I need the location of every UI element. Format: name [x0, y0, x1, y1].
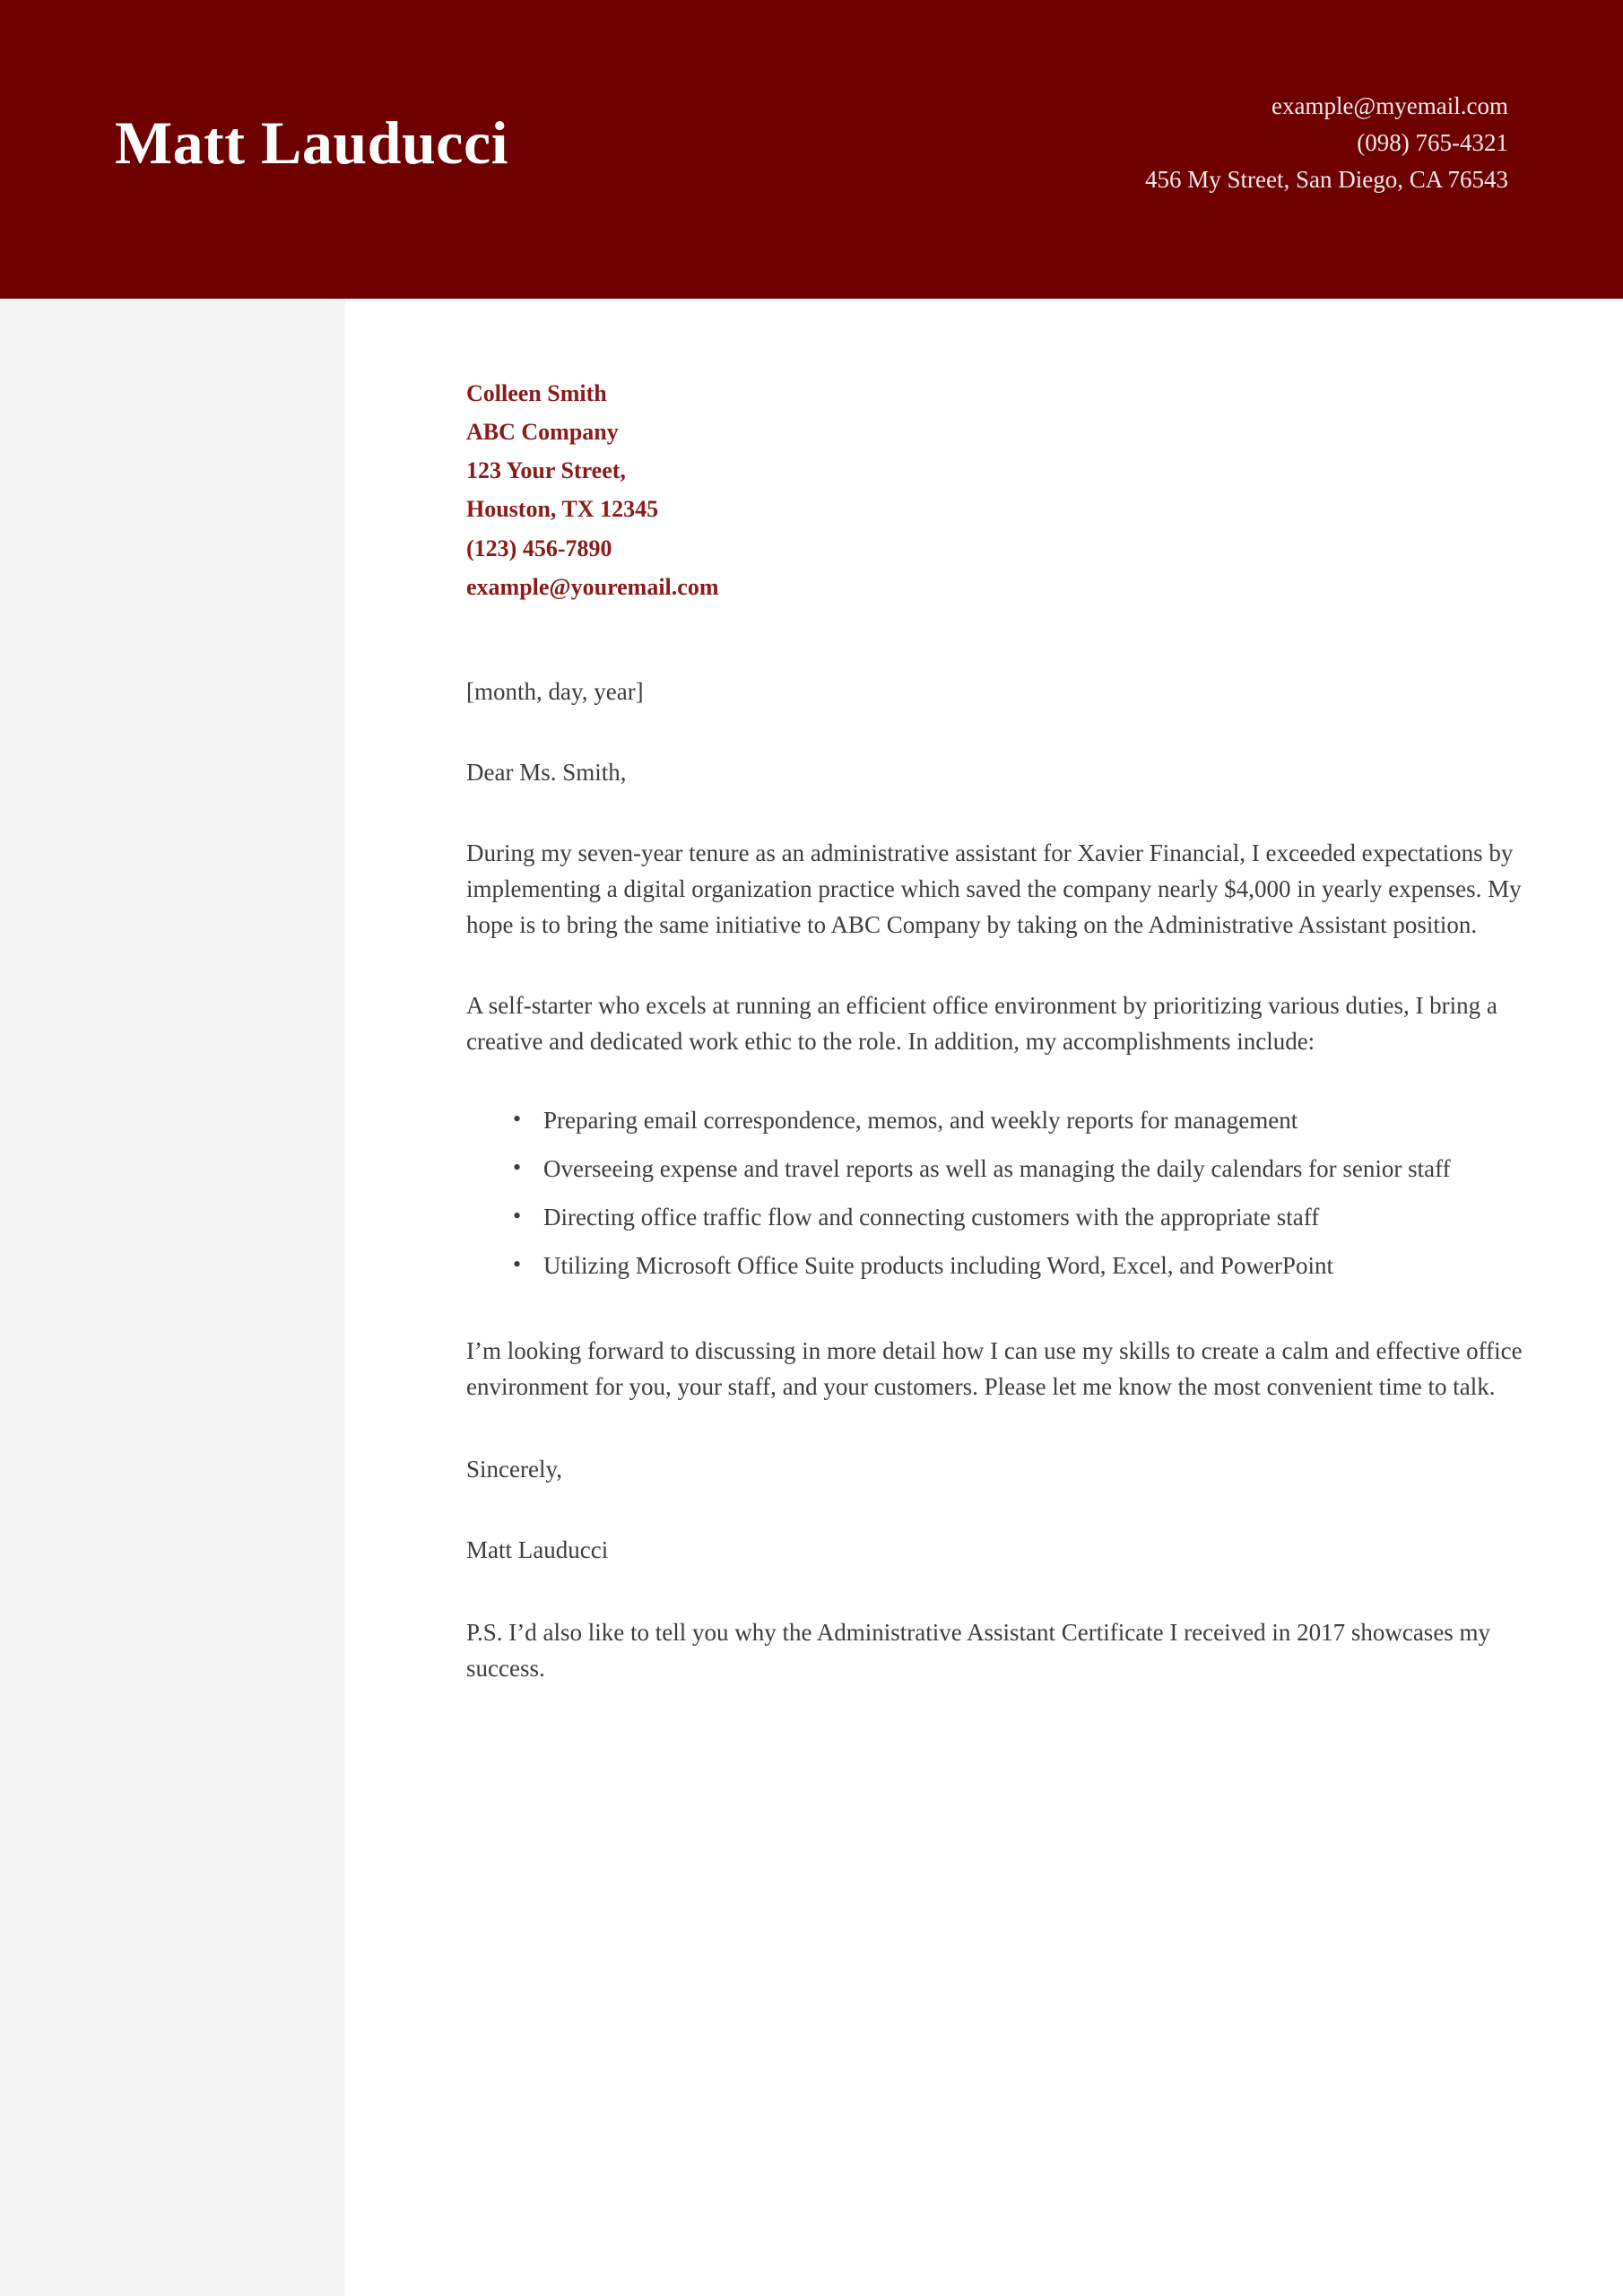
recipient-name: Colleen Smith	[466, 380, 607, 406]
applicant-contact-block	[1145, 88, 1508, 198]
header-content	[0, 0, 1623, 299]
contact-address: 456 My Street, San Diego, CA 76543	[1145, 166, 1508, 194]
letter-header	[0, 0, 1623, 299]
letter-date: [month, day, year]	[466, 677, 644, 705]
recipient-address-block	[466, 374, 1529, 606]
contact-phone: (098) 765-4321	[1357, 128, 1508, 156]
letter-paragraph-2: A self-starter who excels at running an efficient office environment by prioritizing various duties, I bring a creative and dedicated work ethic to the role. In addition, my accomplishments include:	[466, 991, 1497, 1055]
recipient-phone: (123) 456-7890	[466, 535, 612, 561]
letter-paragraph-1: During my seven-year tenure as an administrative assistant for Xavier Financial, I exceeded expectations by implementing a digital organization practice which saved the company nearly $4,000 in yearly expenses. My hope is to bring the same initiative to ABC Company by taking on the Administrative Assistant position.	[466, 839, 1522, 938]
recipient-street: 123 Your Street,	[466, 457, 626, 484]
contact-email: example@myemail.com	[1271, 91, 1508, 119]
list-item: • Overseeing expense and travel reports as well as managing the daily calendars for senior staff	[508, 1152, 1529, 1187]
letter-closing-paragraph: I’m looking forward to discussing in more detail how I can use my skills to create a calm and effective office environment for you, your staff, and your customers. Please let me know the most convenient time to talk.	[466, 1337, 1523, 1401]
recipient-company: ABC Company	[466, 419, 619, 446]
letter-postscript: P.S. I’d also like to tell you why the Administrative Assistant Certificate I received in 2017 showcases my success.	[466, 1618, 1491, 1682]
list-item: • Utilizing Microsoft Office Suite products including Word, Excel, and PowerPoint	[508, 1248, 1529, 1283]
recipient-email: example@youremail.com	[466, 573, 719, 600]
recipient-city-state-zip: Houston, TX 12345	[466, 496, 659, 523]
accomplishments-list	[466, 1103, 1529, 1284]
letter-signature: Matt Lauducci	[466, 1536, 609, 1564]
left-accent-rail	[0, 299, 345, 2296]
letter-salutation: Dear Ms. Smith,	[466, 758, 627, 786]
letter-body	[466, 299, 1529, 1687]
list-item: • Preparing email correspondence, memos, and weekly reports for management	[508, 1103, 1529, 1138]
letter-signoff: Sincerely,	[466, 1456, 562, 1483]
list-item: • Directing office traffic flow and connecting customers with the appropriate staff	[508, 1200, 1529, 1235]
applicant-name: Matt Lauducci	[115, 108, 509, 177]
